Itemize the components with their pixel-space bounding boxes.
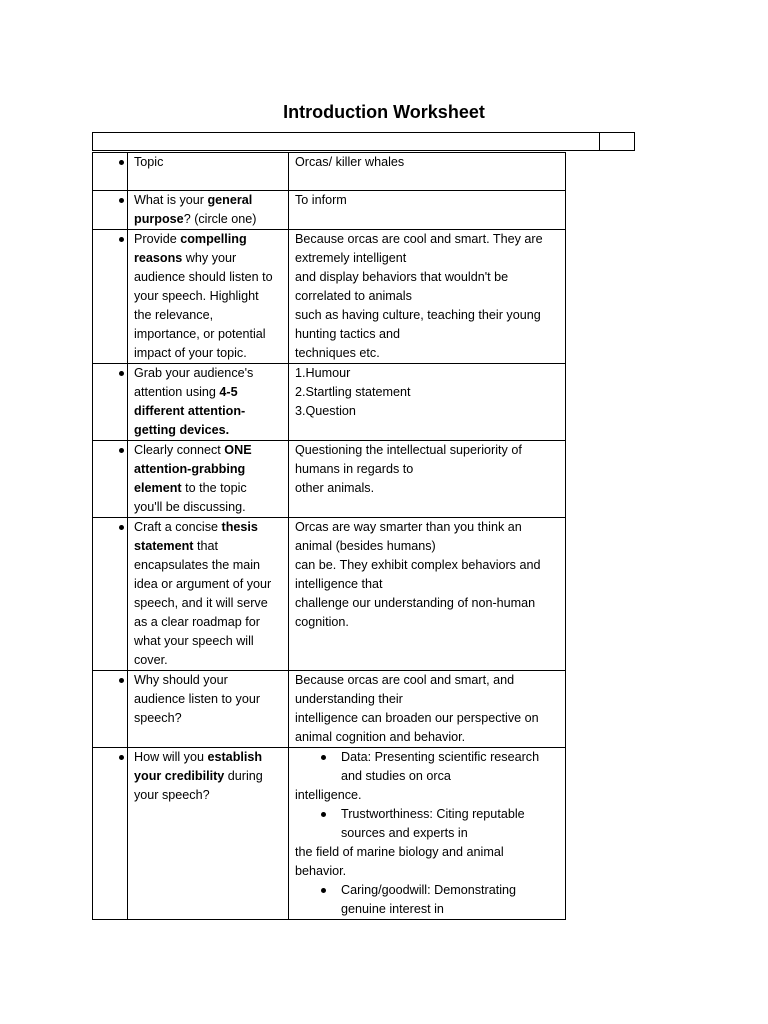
question-text: why your [182, 251, 237, 265]
credibility-trust-cont [295, 843, 561, 862]
question-text: How will you [134, 750, 208, 764]
credibility-trust-cont [295, 824, 561, 843]
question-text: audience should listen to [134, 270, 273, 284]
question-text: what your speech will [134, 634, 254, 648]
answer-cell [289, 748, 566, 920]
question-text: idea or argument of your [134, 577, 272, 591]
credibility-text: Data: Presenting scientific research [341, 750, 540, 764]
page-title: Introduction Worksheet [283, 102, 485, 122]
answer-line: animal cognition and behavior. [295, 730, 466, 744]
question-line [134, 767, 284, 786]
question-line [134, 325, 284, 344]
question-line [134, 556, 284, 575]
answer-line: challenge our understanding of non-human [295, 596, 536, 610]
answer-line: 3.Question [295, 404, 356, 418]
question-line [134, 575, 284, 594]
bullet-icon [119, 678, 124, 683]
answer-line: To inform [295, 193, 347, 207]
answer-line: intelligence can broaden our perspective on [295, 711, 539, 725]
answer-line: Because orcas are cool and smart, and [295, 673, 515, 687]
sub-bullet-icon [321, 888, 326, 893]
question-line [134, 249, 284, 268]
credibility-care-cont [295, 900, 561, 919]
answer-cell [289, 518, 566, 671]
question-line [134, 153, 284, 172]
question-line [134, 191, 284, 210]
question-line [134, 748, 284, 767]
credibility-text: behavior. [295, 864, 347, 878]
answer-cell [289, 364, 566, 441]
question-line [134, 402, 284, 421]
question-text: audience listen to your [134, 692, 261, 706]
question-text: compelling [180, 232, 247, 246]
question-cell [128, 364, 289, 441]
question-text: your speech? [134, 788, 210, 802]
header-cell-wide [92, 132, 600, 151]
question-cell [128, 191, 289, 230]
worksheet-body [93, 153, 566, 920]
answer-line: intelligence that [295, 577, 383, 591]
question-text: encapsulates the main [134, 558, 261, 572]
table-row [93, 671, 566, 748]
question-text: during [224, 769, 263, 783]
question-text: What is your [134, 193, 208, 207]
question-line [134, 460, 284, 479]
question-line [134, 441, 284, 460]
question-text: Clearly connect [134, 443, 225, 457]
question-cell [128, 230, 289, 364]
question-text: getting devices. [134, 423, 230, 437]
bullet-cell [93, 748, 128, 920]
question-text: Provide [134, 232, 181, 246]
question-line [134, 709, 284, 728]
question-text: thesis [221, 520, 258, 534]
answer-line: other animals. [295, 481, 375, 495]
table-row [93, 748, 566, 920]
question-line [134, 287, 284, 306]
answer-cell [289, 230, 566, 364]
table-row [93, 518, 566, 671]
credibility-trust-item [295, 805, 561, 824]
answer-cell [289, 441, 566, 518]
question-text: different attention- [134, 404, 246, 418]
question-line [134, 383, 284, 402]
question-line [134, 498, 284, 517]
answer-line: animal (besides humans) [295, 539, 436, 553]
question-text: establish [207, 750, 263, 764]
question-line [134, 671, 284, 690]
answer-line: correlated to animals [295, 289, 412, 303]
answer-cell [289, 191, 566, 230]
question-line [134, 613, 284, 632]
table-row [93, 191, 566, 230]
bullet-icon [119, 237, 124, 242]
answer-cell [289, 153, 566, 191]
bullet-icon [119, 448, 124, 453]
question-line [134, 268, 284, 287]
question-line [134, 364, 284, 383]
bullet-cell [93, 191, 128, 230]
sub-bullet-icon [321, 812, 326, 817]
bullet-icon [119, 755, 124, 760]
question-line [134, 210, 284, 229]
answer-line: understanding their [295, 692, 403, 706]
answer-line: Because orcas are cool and smart. They are [295, 232, 543, 246]
question-text: 4-5 [219, 385, 238, 399]
question-line [134, 421, 284, 440]
question-line [134, 594, 284, 613]
sub-bullet-icon [321, 755, 326, 760]
answer-line: can be. They exhibit complex behaviors and [295, 558, 541, 572]
credibility-text: sources and experts in [341, 826, 468, 840]
bullet-icon [119, 525, 124, 530]
question-line [134, 306, 284, 325]
answer-line: such as having culture, teaching their young [295, 308, 541, 322]
credibility-data-cont [295, 786, 561, 805]
question-text: Craft a concise [134, 520, 222, 534]
answer-line: Questioning the intellectual superiority of [295, 443, 522, 457]
question-text: impact of your topic. [134, 346, 247, 360]
table-row [93, 153, 566, 191]
question-line [134, 479, 284, 498]
answer-line: extremely intelligent [295, 251, 407, 265]
bullet-icon [119, 160, 124, 165]
question-line [134, 690, 284, 709]
answer-line: cognition. [295, 615, 349, 629]
question-text: Topic [134, 155, 164, 169]
question-cell [128, 441, 289, 518]
question-text: attention-grabbing [134, 462, 246, 476]
answer-line: Orcas/ killer whales [295, 155, 405, 169]
credibility-text: intelligence. [295, 788, 362, 802]
table-row [93, 441, 566, 518]
answer-line: humans in regards to [295, 462, 414, 476]
question-line [134, 230, 284, 249]
header-cell-narrow [599, 132, 635, 151]
question-text: the relevance, [134, 308, 214, 322]
worksheet-table [92, 152, 566, 920]
question-line [134, 537, 284, 556]
question-line [134, 651, 284, 670]
question-text: your credibility [134, 769, 225, 783]
question-text: ONE [224, 443, 252, 457]
question-text: ? (circle one) [183, 212, 257, 226]
bullet-cell [93, 230, 128, 364]
question-text: Why should your [134, 673, 228, 687]
credibility-data-cont [295, 767, 561, 786]
question-text: speech? [134, 711, 182, 725]
bullet-cell [93, 518, 128, 671]
question-line [134, 344, 284, 363]
question-text: reasons [134, 251, 183, 265]
answer-line: techniques etc. [295, 346, 380, 360]
answer-line: Orcas are way smarter than you think an [295, 520, 522, 534]
question-text: that [193, 539, 219, 553]
question-text: purpose [134, 212, 184, 226]
answer-line: 1.Humour [295, 366, 351, 380]
question-text: to the topic [181, 481, 247, 495]
table-row [93, 230, 566, 364]
credibility-text: Trustworthiness: Citing reputable [341, 807, 525, 821]
bullet-icon [119, 198, 124, 203]
question-text: importance, or potential [134, 327, 266, 341]
question-text: statement [134, 539, 194, 553]
question-text: speech, and it will serve [134, 596, 268, 610]
credibility-text: genuine interest in [341, 902, 444, 916]
question-line [134, 786, 284, 805]
answer-line: and display behaviors that wouldn't be [295, 270, 509, 284]
answer-line: 2.Startling statement [295, 385, 411, 399]
credibility-care-item [295, 881, 561, 900]
table-row [93, 364, 566, 441]
credibility-trust-cont [295, 862, 561, 881]
question-text: Grab your audience's [134, 366, 254, 380]
question-text: your speech. Highlight [134, 289, 259, 303]
question-text: cover. [134, 653, 168, 667]
question-text: general [207, 193, 253, 207]
question-cell [128, 671, 289, 748]
credibility-text: and studies on orca [341, 769, 451, 783]
answer-line: hunting tactics and [295, 327, 401, 341]
question-text: you'll be discussing. [134, 500, 246, 514]
credibility-data-item [295, 748, 561, 767]
bullet-icon [119, 371, 124, 376]
question-line [134, 518, 284, 537]
bullet-cell [93, 153, 128, 191]
question-cell [128, 518, 289, 671]
question-cell [128, 153, 289, 191]
question-line [134, 632, 284, 651]
credibility-text: the field of marine biology and animal [295, 845, 504, 859]
question-text: as a clear roadmap for [134, 615, 260, 629]
credibility-text: Caring/goodwill: Demonstrating [341, 883, 516, 897]
question-text: element [134, 481, 182, 495]
question-cell [128, 748, 289, 920]
answer-cell [289, 671, 566, 748]
question-text: attention using [134, 385, 220, 399]
